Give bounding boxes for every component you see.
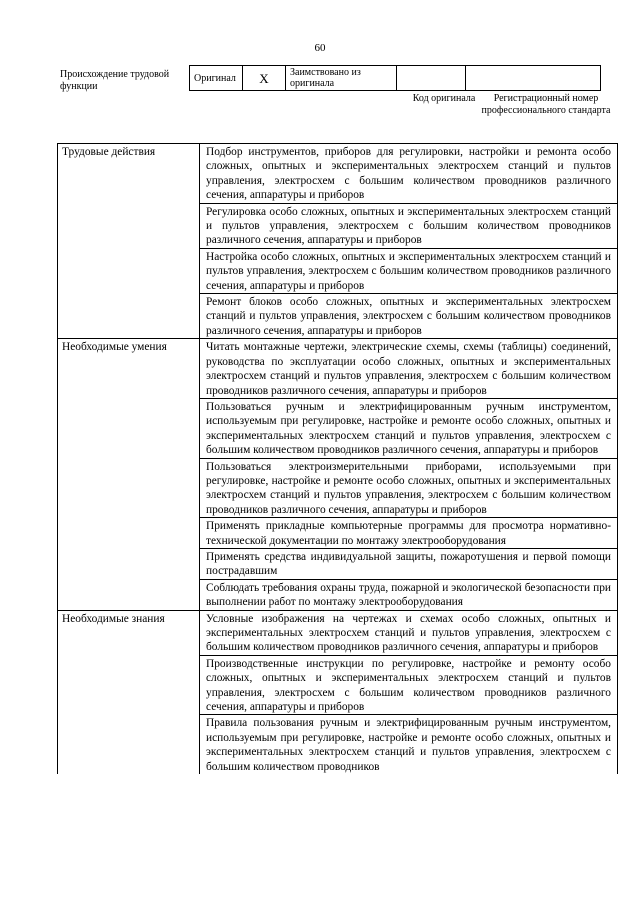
section-item: Читать монтажные чертежи, электрические схемы, схемы (таблицы) соединений, руководства по эксплуатации особо сложных, опытных и экспериментальных электросхем станций и пультов управления, электросхем с большим количеством проводников различного сечения, аппаратуры и приборов <box>200 339 618 399</box>
page-number: 60 <box>314 42 326 54</box>
table-row <box>58 610 618 655</box>
code-caption: Код оригинала <box>412 93 476 104</box>
table-row <box>58 144 618 204</box>
origin-code-cell <box>397 66 466 91</box>
section-title-required-skills: Необходимые умения <box>58 339 200 610</box>
section-item: Производственные инструкции по регулировке, настройке и ремонту особо сложных, опытных и экспериментальных электросхем станций и пультов управления, электросхем с большим количеством проводников различного сечения, аппаратуры и приборов <box>200 655 618 715</box>
section-item: Соблюдать требования охраны труда, пожарной и экологической безопасности при выполнении работ по монтажу электрооборудования <box>200 579 618 610</box>
origin-table <box>189 65 601 91</box>
labor-function-table <box>57 143 618 774</box>
section-item: Пользоваться ручным и электрифицированным ручным инструментом, используемым при регулировке, настройке и ремонте особо сложных, опытных и экспериментальных электросхем станций и пультов управления, электросхем с большим количеством проводников различного сечения, аппаратуры и приборов <box>200 398 618 458</box>
section-title-required-knowledge: Необходимые знания <box>58 610 200 774</box>
section-title-labor-actions: Трудовые действия <box>58 144 200 339</box>
origin-reg-number-cell <box>466 66 601 91</box>
section-item: Подбор инструментов, приборов для регулировки, настройки и ремонта особо сложных, опытных и экспериментальных электросхем станций и пультов управления, электросхем с большим количеством проводников различного сечения, аппаратуры и приборов <box>200 144 618 204</box>
section-item: Применять средства индивидуальной защиты, пожаротушения и первой помощи пострадавшим <box>200 548 618 579</box>
origin-original-cell: Оригинал <box>190 66 243 91</box>
section-item: Применять прикладные компьютерные программы для просмотра нормативно-технической документации по монтажу электрооборудования <box>200 518 618 549</box>
section-item: Условные изображения на чертежах и схемах особо сложных, опытных и экспериментальных электросхем станций и пультов управления, электросхем с большим количеством проводников различного сечения, аппаратуры и приборов <box>200 610 618 655</box>
section-item: Регулировка особо сложных, опытных и экспериментальных электросхем станций и пультов управления, электросхем с большим количеством проводников различного сечения, аппаратуры и приборов <box>200 203 618 248</box>
table-row <box>58 339 618 399</box>
reg-number-caption: Регистрационный номер профессионального стандарта <box>481 93 611 116</box>
origin-label: Происхождение трудовой функции <box>60 69 170 92</box>
section-item: Пользоваться электроизмерительными приборами, используемыми при регулировке, настройке и ремонте особо сложных, опытных и экспериментальных электросхем станций и пультов управления, электросхем с большим количеством проводников различного сечения, аппаратуры и приборов <box>200 458 618 518</box>
section-item: Настройка особо сложных, опытных и экспериментальных электросхем станций и пультов управления, электросхем с большим количеством проводников различного сечения, аппаратуры и приборов <box>200 248 618 293</box>
origin-borrowed-cell: Заимствовано из оригинала <box>286 66 397 91</box>
section-item: Правила пользования ручным и электрифицированным ручным инструментом, используемым при регулировке, настройке и ремонте особо сложных, опытных и экспериментальных электросхем станций и пультов управления, электросхем с большим количеством проводников <box>200 715 618 774</box>
origin-mark-cell: X <box>243 66 286 91</box>
section-item: Ремонт блоков особо сложных, опытных и экспериментальных электросхем станций и пультов управления, электросхем с большим количеством проводников различного сечения, аппаратуры и приборов <box>200 294 618 339</box>
